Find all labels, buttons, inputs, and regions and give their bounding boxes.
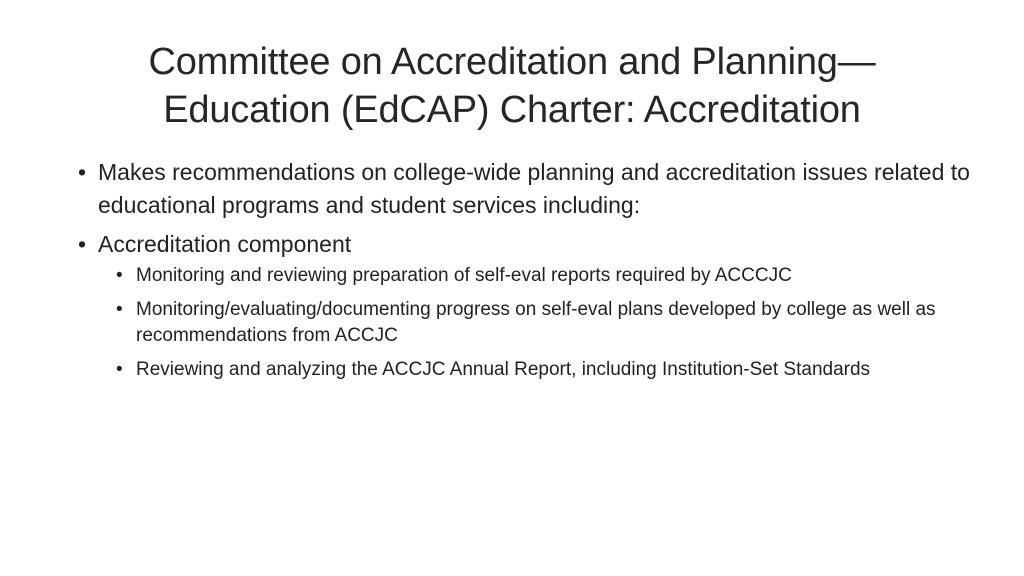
bullet-text: Accreditation component [98, 231, 352, 257]
sub-bullet-text: Reviewing and analyzing the ACCJC Annual Report, including Institution-Set Standards [136, 359, 871, 380]
slide-title-line-2: Education (EdCAP) Charter: Accreditation [163, 89, 861, 131]
slide-title [60, 38, 964, 134]
sub-bullet-item [116, 297, 978, 349]
sub-bullet-icon: • [116, 359, 123, 380]
bullet-list [78, 156, 978, 391]
sub-bullet-item [116, 263, 978, 289]
sub-bullet-list [116, 263, 978, 383]
bullet-icon: • [78, 231, 87, 257]
slide-title-line-1: Committee on Accreditation and Planning— [148, 41, 876, 83]
bullet-icon: • [78, 159, 87, 185]
sub-bullet-icon: • [116, 265, 123, 286]
bullet-text: Makes recommendations on college-wide planning and accreditation issues related to educational programs and student services including: [98, 159, 970, 218]
sub-bullet-item [116, 357, 978, 383]
bullet-item-recommendations [78, 156, 978, 222]
bullet-item-accreditation-component [78, 228, 978, 383]
sub-bullet-icon: • [116, 299, 123, 320]
sub-bullet-text: Monitoring and reviewing preparation of self-eval reports required by ACCCJC [136, 265, 792, 286]
sub-bullet-text: Monitoring/evaluating/documenting progress on self-eval plans developed by college as well as recommendations from ACCJC [136, 299, 936, 346]
